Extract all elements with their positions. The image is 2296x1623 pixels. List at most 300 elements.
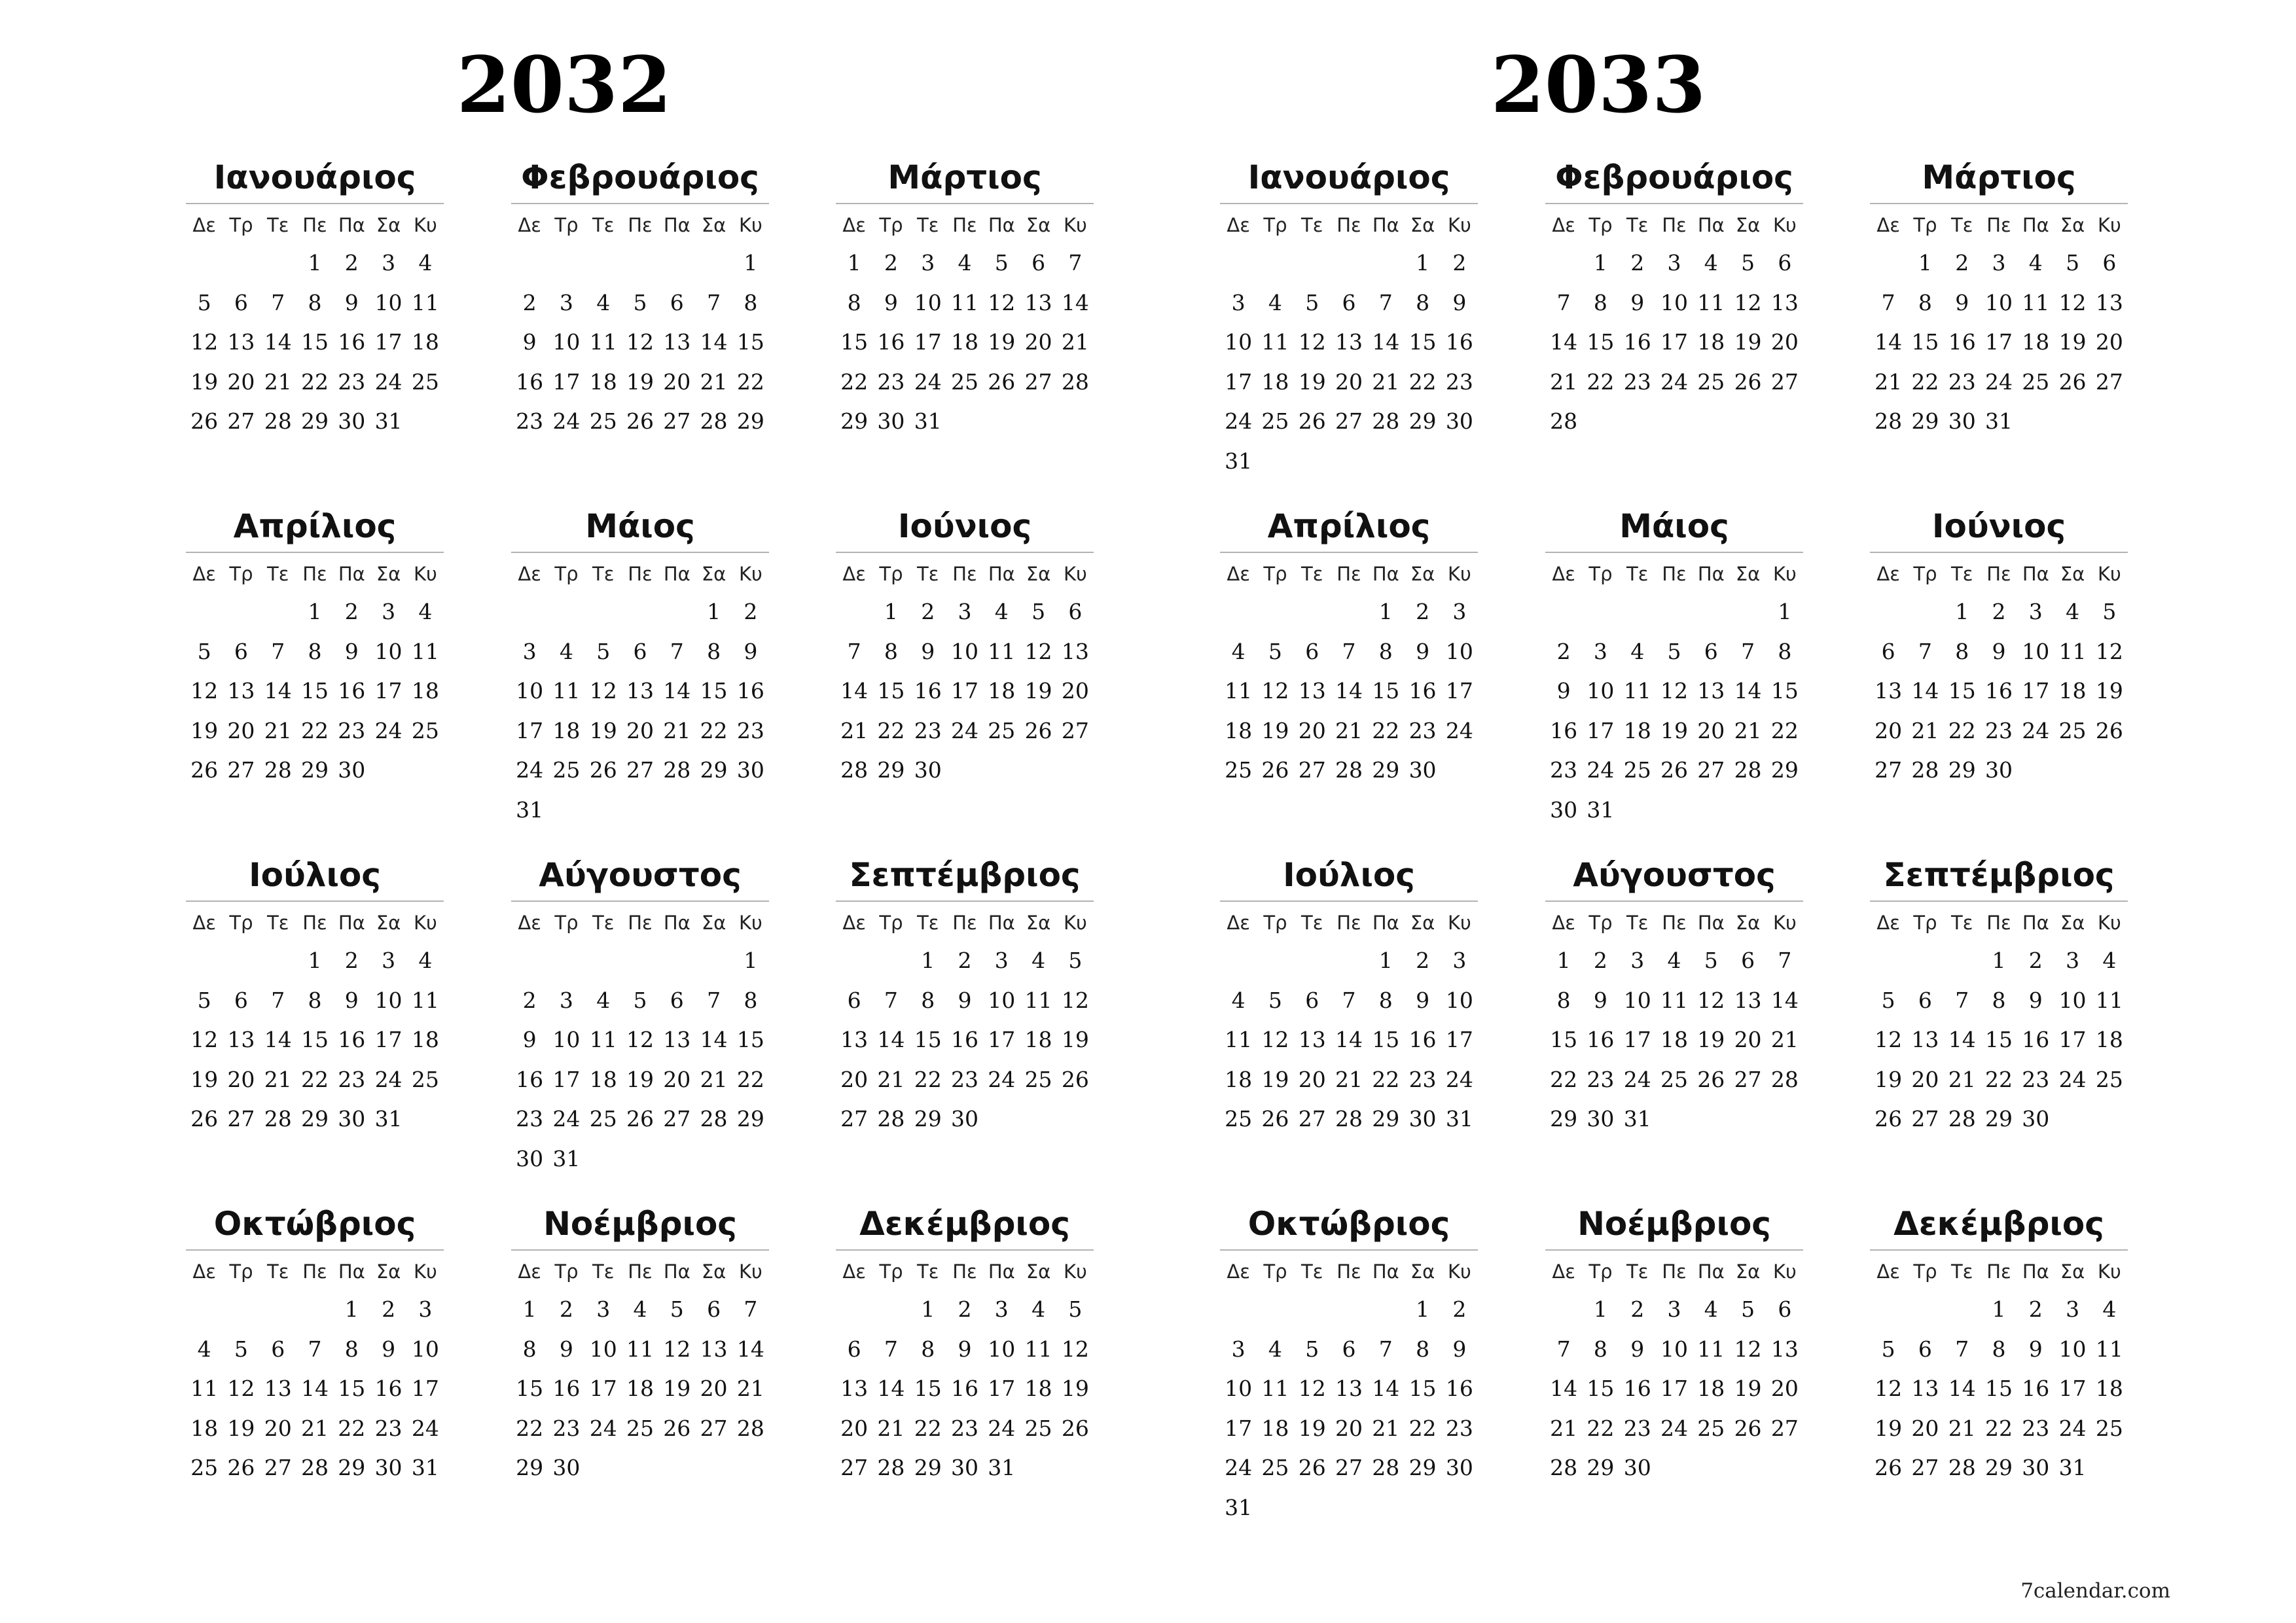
day-grid xyxy=(836,1253,1094,1488)
day-cell: 18 xyxy=(1623,717,1651,743)
weekday-label: Πα xyxy=(1372,912,1399,934)
weekday-label: Σα xyxy=(1410,1260,1435,1283)
day-cell: 11 xyxy=(1024,1336,1052,1362)
day-cell: 29 xyxy=(877,757,905,783)
day-cell: 13 xyxy=(1298,678,1326,704)
day-cell: 13 xyxy=(1024,289,1052,315)
day-cell: 26 xyxy=(1298,408,1326,434)
day-cell: 7 xyxy=(707,289,721,315)
day-cell: 12 xyxy=(1061,987,1089,1013)
day-cell: 2 xyxy=(1630,1296,1645,1322)
day-cell: 22 xyxy=(516,1415,544,1441)
day-cell: 19 xyxy=(1298,368,1326,395)
day-cell: 2 xyxy=(1452,250,1467,276)
weekday-label: Πε xyxy=(628,1260,653,1283)
day-cell: 19 xyxy=(1061,1027,1089,1052)
day-cell: 24 xyxy=(411,1415,439,1441)
day-cell: 14 xyxy=(663,678,691,704)
day-cell: 10 xyxy=(411,1336,439,1362)
day-cell: 12 xyxy=(1734,1336,1762,1362)
weekday-label: Σα xyxy=(701,912,726,934)
day-cell: 31 xyxy=(1984,408,2013,434)
day-cell: 17 xyxy=(1587,717,1615,743)
day-cell: 13 xyxy=(1335,1376,1363,1401)
weekday-label: Σα xyxy=(2060,563,2085,585)
day-cell: 3 xyxy=(1630,948,1645,973)
empty-cell xyxy=(1294,243,1331,283)
day-cell: 19 xyxy=(1061,1376,1089,1401)
empty-cell xyxy=(1331,592,1367,632)
day-cell: 22 xyxy=(1770,717,1799,743)
month-name: Δεκέμβριος xyxy=(859,1205,1070,1243)
day-cell: 31 xyxy=(374,408,403,434)
day-cell: 13 xyxy=(1770,1336,1799,1362)
day-cell: 13 xyxy=(2095,289,2123,315)
day-cell: 28 xyxy=(1550,1455,1578,1480)
day-cell: 21 xyxy=(877,1415,905,1441)
month-block xyxy=(1870,1202,2128,1488)
day-cell: 1 xyxy=(744,948,758,973)
weekday-label: Πα xyxy=(1697,1260,1725,1283)
day-grid xyxy=(186,556,444,791)
day-cell: 4 xyxy=(2066,599,2080,624)
day-cell: 30 xyxy=(338,757,366,783)
day-cell: 19 xyxy=(589,717,617,743)
day-cell: 12 xyxy=(1874,1027,1903,1052)
day-cell: 29 xyxy=(1984,1455,2013,1480)
day-grid xyxy=(511,904,769,1179)
weekday-label: Τε xyxy=(1951,214,1973,236)
day-cell: 6 xyxy=(1031,250,1046,276)
empty-cell xyxy=(658,941,695,981)
weekday-label: Σα xyxy=(1410,563,1435,585)
weekday-label: Σα xyxy=(1735,1260,1761,1283)
day-cell: 23 xyxy=(914,717,942,743)
day-cell: 19 xyxy=(1697,1027,1725,1052)
weekday-label: Δε xyxy=(518,563,541,585)
day-cell: 20 xyxy=(264,1415,292,1441)
day-cell: 23 xyxy=(516,408,544,434)
day-cell: 29 xyxy=(914,1106,942,1132)
day-cell: 23 xyxy=(2022,1415,2050,1441)
weekday-label: Κυ xyxy=(1772,1260,1797,1283)
weekday-label: Δε xyxy=(1876,912,1900,934)
day-cell: 24 xyxy=(374,1066,403,1092)
month-block xyxy=(186,1202,444,1488)
empty-cell xyxy=(1220,1290,1257,1330)
day-cell: 27 xyxy=(1335,1455,1363,1480)
empty-cell xyxy=(1294,592,1331,632)
weekday-label: Πα xyxy=(663,563,691,585)
day-cell: 18 xyxy=(1024,1376,1052,1401)
day-cell: 21 xyxy=(264,717,292,743)
day-cell: 25 xyxy=(411,717,439,743)
day-cell: 14 xyxy=(736,1336,764,1362)
day-cell: 22 xyxy=(1550,1066,1578,1092)
day-cell: 17 xyxy=(988,1027,1016,1052)
day-cell: 27 xyxy=(840,1455,869,1480)
day-cell: 1 xyxy=(1416,250,1430,276)
day-cell: 24 xyxy=(589,1415,617,1441)
day-cell: 20 xyxy=(1024,329,1052,355)
day-cell: 4 xyxy=(633,1296,647,1322)
empty-cell xyxy=(260,243,296,283)
day-cell: 11 xyxy=(1261,329,1289,355)
day-cell: 20 xyxy=(1298,1066,1326,1092)
day-cell: 1 xyxy=(1556,948,1571,973)
day-cell: 19 xyxy=(2058,329,2087,355)
day-cell: 3 xyxy=(1593,638,1607,664)
month-block xyxy=(511,1202,769,1488)
day-cell: 24 xyxy=(552,408,581,434)
weekday-label: Πα xyxy=(1372,214,1399,236)
weekday-label: Πε xyxy=(1336,1260,1361,1283)
day-cell: 13 xyxy=(1298,1027,1326,1052)
day-cell: 3 xyxy=(2066,948,2080,973)
weekday-label: Πε xyxy=(1986,563,2011,585)
weekday-label: Πε xyxy=(952,214,977,236)
day-cell: 15 xyxy=(1948,678,1976,704)
day-cell: 6 xyxy=(847,987,861,1013)
year-title: 2033 xyxy=(1490,39,1706,130)
day-cell: 30 xyxy=(1408,757,1437,783)
weekday-label: Τρ xyxy=(1263,214,1287,236)
day-cell: 6 xyxy=(1918,987,1932,1013)
day-cell: 12 xyxy=(1734,289,1762,315)
weekday-label: Τε xyxy=(917,1260,939,1283)
day-cell: 14 xyxy=(264,1027,292,1052)
day-cell: 31 xyxy=(552,1145,581,1171)
day-cell: 30 xyxy=(338,1106,366,1132)
day-cell: 22 xyxy=(877,717,905,743)
day-cell: 16 xyxy=(736,678,764,704)
day-cell: 5 xyxy=(1741,1296,1755,1322)
day-cell: 13 xyxy=(1911,1027,1939,1052)
day-cell: 6 xyxy=(234,987,248,1013)
day-cell: 22 xyxy=(338,1415,366,1441)
weekday-label: Πε xyxy=(628,214,653,236)
day-cell: 21 xyxy=(1948,1415,1976,1441)
day-cell: 19 xyxy=(190,717,219,743)
day-cell: 3 xyxy=(921,250,935,276)
day-cell: 29 xyxy=(1550,1106,1578,1132)
day-cell: 19 xyxy=(227,1415,255,1441)
day-cell: 30 xyxy=(1587,1106,1615,1132)
day-cell: 31 xyxy=(914,408,942,434)
day-cell: 2 xyxy=(1955,250,1969,276)
month-name: Αύγουστος xyxy=(539,856,742,894)
weekday-label: Πε xyxy=(1986,1260,2011,1283)
weekday-label: Κυ xyxy=(413,214,437,236)
day-cell: 16 xyxy=(1408,678,1437,704)
day-cell: 15 xyxy=(1587,329,1615,355)
day-cell: 23 xyxy=(1408,717,1437,743)
day-cell: 4 xyxy=(994,599,1009,624)
weekday-label: Τε xyxy=(1301,1260,1323,1283)
month-name: Ιανουάριος xyxy=(1247,158,1450,196)
day-cell: 12 xyxy=(1261,1027,1289,1052)
day-cell: 10 xyxy=(1587,678,1615,704)
day-cell: 13 xyxy=(700,1336,728,1362)
day-cell: 21 xyxy=(1550,1415,1578,1441)
empty-cell xyxy=(296,1290,333,1330)
day-cell: 25 xyxy=(1225,1106,1253,1132)
day-cell: 30 xyxy=(338,408,366,434)
day-cell: 17 xyxy=(589,1376,617,1401)
day-grid xyxy=(1870,1253,2128,1488)
day-cell: 1 xyxy=(308,599,322,624)
weekday-label: Τρ xyxy=(229,563,253,585)
weekday-label: Δε xyxy=(518,912,541,934)
weekday-label: Τε xyxy=(267,1260,289,1283)
day-cell: 6 xyxy=(1778,1296,1792,1322)
weekday-label: Σα xyxy=(376,563,401,585)
month-name: Μάιος xyxy=(1619,507,1729,545)
month-block xyxy=(1545,1202,1803,1488)
day-cell: 18 xyxy=(1697,329,1725,355)
day-cell: 6 xyxy=(1918,1336,1932,1362)
day-cell: 2 xyxy=(884,250,898,276)
day-cell: 27 xyxy=(626,757,654,783)
weekday-label: Δε xyxy=(1227,1260,1250,1283)
day-cell: 23 xyxy=(1550,757,1578,783)
day-cell: 26 xyxy=(1024,717,1052,743)
day-cell: 27 xyxy=(227,757,255,783)
day-cell: 10 xyxy=(516,678,544,704)
day-cell: 28 xyxy=(700,1106,728,1132)
day-cell: 8 xyxy=(744,289,758,315)
weekday-label: Κυ xyxy=(738,214,762,236)
weekday-label: Πα xyxy=(1697,563,1725,585)
day-cell: 8 xyxy=(1416,289,1430,315)
day-cell: 18 xyxy=(1225,717,1253,743)
day-cell: 11 xyxy=(1623,678,1651,704)
day-cell: 16 xyxy=(1623,329,1651,355)
day-cell: 23 xyxy=(950,1415,978,1441)
day-cell: 31 xyxy=(374,1106,403,1132)
day-cell: 28 xyxy=(300,1455,329,1480)
day-cell: 23 xyxy=(338,717,366,743)
day-cell: 17 xyxy=(1445,1027,1473,1052)
day-cell: 16 xyxy=(338,678,366,704)
day-cell: 24 xyxy=(1660,1415,1688,1441)
day-cell: 30 xyxy=(1623,1455,1651,1480)
day-cell: 20 xyxy=(1335,1415,1363,1441)
day-cell: 8 xyxy=(1992,1336,2006,1362)
month-block xyxy=(1545,853,1803,1139)
day-cell: 2 xyxy=(2028,948,2043,973)
weekday-label: Σα xyxy=(1735,563,1761,585)
day-cell: 16 xyxy=(1948,329,1976,355)
day-cell: 19 xyxy=(2095,678,2123,704)
day-cell: 5 xyxy=(1305,1336,1319,1362)
day-cell: 27 xyxy=(1874,757,1903,783)
empty-cell xyxy=(1907,941,1943,981)
day-cell: 28 xyxy=(840,757,869,783)
weekday-label: Πε xyxy=(302,563,327,585)
weekday-label: Πα xyxy=(1372,1260,1399,1283)
day-cell: 25 xyxy=(2058,717,2087,743)
day-cell: 22 xyxy=(300,717,329,743)
weekday-label: Δε xyxy=(518,1260,541,1283)
day-cell: 28 xyxy=(264,1106,292,1132)
weekday-label: Τρ xyxy=(1913,1260,1937,1283)
day-cell: 10 xyxy=(950,638,978,664)
day-cell: 21 xyxy=(1911,717,1939,743)
day-cell: 4 xyxy=(1031,948,1046,973)
day-cell: 10 xyxy=(374,987,403,1013)
day-cell: 9 xyxy=(2028,1336,2043,1362)
day-cell: 30 xyxy=(950,1106,978,1132)
day-cell: 17 xyxy=(1984,329,2013,355)
day-cell: 23 xyxy=(950,1066,978,1092)
weekday-label: Κυ xyxy=(1063,563,1087,585)
day-cell: 27 xyxy=(700,1415,728,1441)
day-cell: 31 xyxy=(1623,1106,1651,1132)
empty-cell xyxy=(695,941,732,981)
day-cell: 3 xyxy=(382,250,396,276)
day-cell: 9 xyxy=(1556,678,1571,704)
day-cell: 30 xyxy=(914,757,942,783)
day-cell: 14 xyxy=(840,678,869,704)
day-cell: 29 xyxy=(840,408,869,434)
day-cell: 27 xyxy=(1061,717,1089,743)
day-cell: 27 xyxy=(1024,368,1052,395)
empty-cell xyxy=(836,941,872,981)
weekday-label: Τρ xyxy=(1588,214,1613,236)
day-cell: 15 xyxy=(914,1027,942,1052)
day-cell: 6 xyxy=(847,1336,861,1362)
day-cell: 14 xyxy=(1948,1376,1976,1401)
day-cell: 6 xyxy=(1305,987,1319,1013)
day-cell: 20 xyxy=(227,717,255,743)
day-cell: 7 xyxy=(1342,987,1356,1013)
weekday-label: Δε xyxy=(1227,214,1250,236)
weekday-label: Κυ xyxy=(2097,563,2121,585)
day-cell: 15 xyxy=(840,329,869,355)
month-block xyxy=(836,1202,1094,1488)
weekday-label: Τρ xyxy=(879,563,903,585)
day-cell: 28 xyxy=(1948,1106,1976,1132)
month-block xyxy=(836,505,1094,791)
day-cell: 26 xyxy=(663,1415,691,1441)
day-cell: 9 xyxy=(1630,289,1645,315)
weekday-label: Σα xyxy=(2060,1260,2085,1283)
weekday-label: Κυ xyxy=(1772,214,1797,236)
empty-cell xyxy=(1545,1290,1582,1330)
day-cell: 27 xyxy=(1770,1415,1799,1441)
day-cell: 8 xyxy=(1378,638,1393,664)
day-cell: 5 xyxy=(2102,599,2117,624)
day-cell: 15 xyxy=(1408,1376,1437,1401)
day-cell: 6 xyxy=(1305,638,1319,664)
day-cell: 17 xyxy=(988,1376,1016,1401)
day-cell: 8 xyxy=(308,638,322,664)
day-cell: 4 xyxy=(1704,1296,1718,1322)
day-cell: 18 xyxy=(411,678,439,704)
weekday-label: Τε xyxy=(1951,563,1973,585)
day-grid xyxy=(836,904,1094,1139)
year-0 xyxy=(73,33,1055,137)
day-cell: 6 xyxy=(234,289,248,315)
day-cell: 5 xyxy=(197,638,211,664)
weekday-label: Κυ xyxy=(738,563,762,585)
day-cell: 22 xyxy=(1587,368,1615,395)
day-cell: 26 xyxy=(1298,1455,1326,1480)
day-cell: 18 xyxy=(2022,329,2050,355)
day-cell: 24 xyxy=(1445,717,1473,743)
weekday-label: Πε xyxy=(952,563,977,585)
day-cell: 12 xyxy=(1298,329,1326,355)
day-cell: 24 xyxy=(1225,1455,1253,1480)
day-cell: 19 xyxy=(190,1066,219,1092)
empty-cell xyxy=(1545,243,1582,283)
day-cell: 22 xyxy=(1408,368,1437,395)
day-cell: 4 xyxy=(418,599,433,624)
month-block xyxy=(836,853,1094,1139)
day-cell: 19 xyxy=(1874,1066,1903,1092)
day-cell: 4 xyxy=(1231,638,1246,664)
day-cell: 9 xyxy=(921,638,935,664)
day-cell: 4 xyxy=(2102,1296,2117,1322)
day-cell: 25 xyxy=(1225,757,1253,783)
weekday-label: Σα xyxy=(1026,1260,1051,1283)
day-cell: 5 xyxy=(1068,1296,1083,1322)
weekday-label: Τε xyxy=(1301,563,1323,585)
day-cell: 4 xyxy=(1268,1336,1282,1362)
day-cell: 3 xyxy=(1452,599,1467,624)
day-cell: 9 xyxy=(958,1336,972,1362)
day-cell: 30 xyxy=(1408,1106,1437,1132)
day-cell: 9 xyxy=(1593,987,1607,1013)
day-cell: 8 xyxy=(1378,987,1393,1013)
month-name: Φεβρουάριος xyxy=(521,158,759,196)
day-cell: 24 xyxy=(374,717,403,743)
day-cell: 25 xyxy=(626,1415,654,1441)
day-cell: 4 xyxy=(596,987,611,1013)
day-cell: 21 xyxy=(840,717,869,743)
day-cell: 26 xyxy=(988,368,1016,395)
day-cell: 19 xyxy=(190,368,219,395)
day-cell: 16 xyxy=(1445,1376,1473,1401)
day-cell: 4 xyxy=(197,1336,211,1362)
weekday-label: Τε xyxy=(592,1260,615,1283)
day-cell: 28 xyxy=(877,1106,905,1132)
weekday-label: Κυ xyxy=(1772,563,1797,585)
day-cell: 23 xyxy=(1623,1415,1651,1441)
day-cell: 29 xyxy=(736,1106,764,1132)
day-cell: 29 xyxy=(1948,757,1976,783)
day-cell: 2 xyxy=(382,1296,396,1322)
month-name: Αύγουστος xyxy=(1573,856,1776,894)
day-cell: 1 xyxy=(1778,599,1792,624)
day-cell: 7 xyxy=(1342,638,1356,664)
empty-cell xyxy=(1367,243,1404,283)
day-cell: 27 xyxy=(840,1106,869,1132)
day-cell: 28 xyxy=(264,408,292,434)
day-cell: 25 xyxy=(1660,1066,1688,1092)
day-cell: 31 xyxy=(411,1455,439,1480)
day-cell: 29 xyxy=(700,757,728,783)
weekday-label: Πα xyxy=(663,1260,691,1283)
weekday-label: Σα xyxy=(1026,912,1051,934)
empty-cell xyxy=(1870,1290,1907,1330)
day-cell: 13 xyxy=(663,329,691,355)
day-cell: 12 xyxy=(1874,1376,1903,1401)
day-cell: 31 xyxy=(516,796,544,823)
weekday-label: Δε xyxy=(192,563,216,585)
day-cell: 16 xyxy=(1550,717,1578,743)
